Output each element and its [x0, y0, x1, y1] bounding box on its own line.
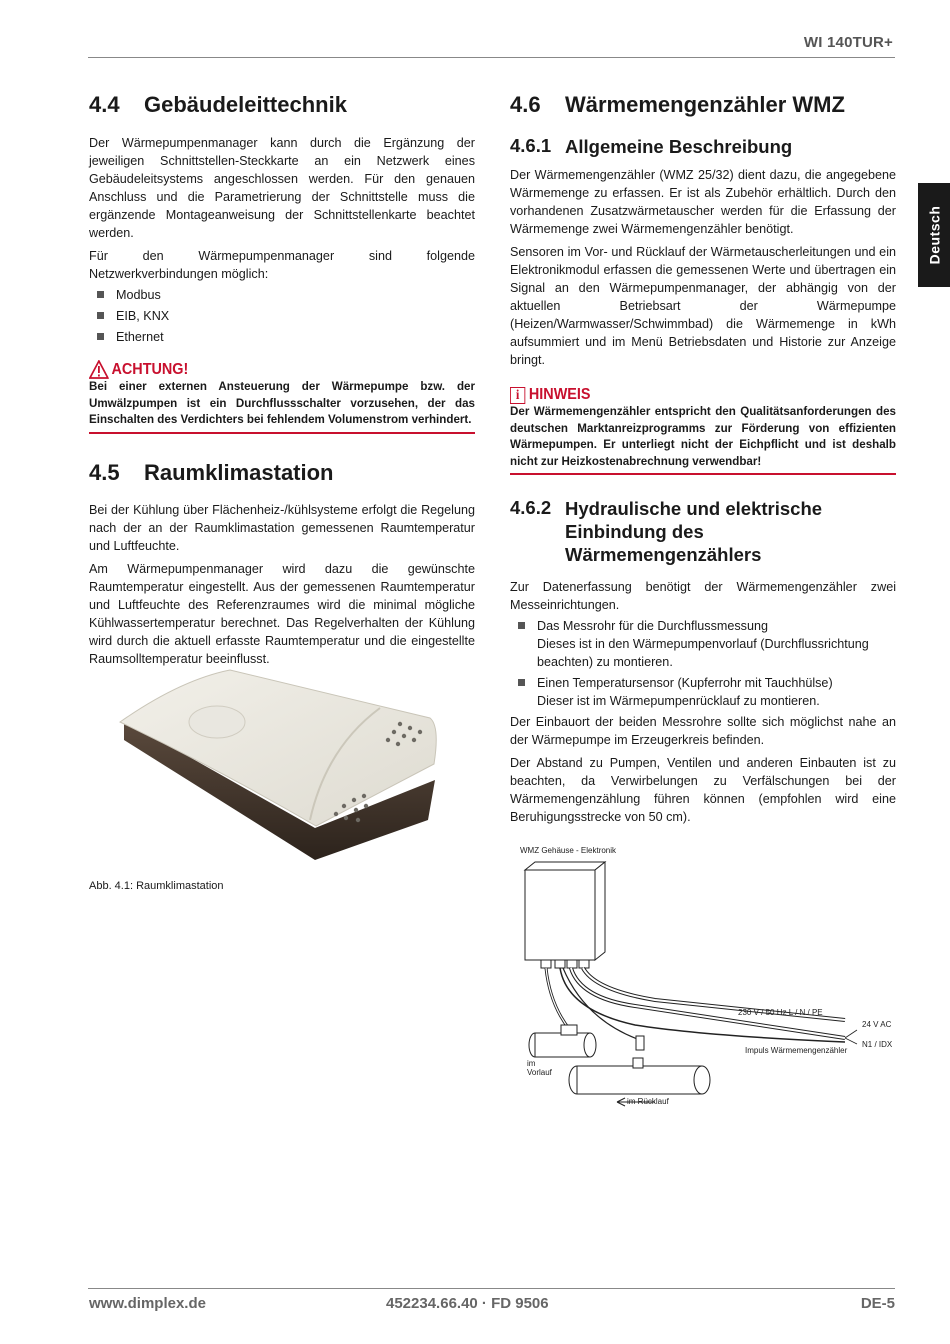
paragraph: Zur Datenerfassung benötigt der Wärmemengenzähler zwei Messeinrichtungen.	[510, 580, 896, 612]
section-number: 4.4	[89, 92, 120, 117]
warning-notice	[89, 360, 475, 434]
section-title: Gebäudeleittechnik	[144, 92, 347, 117]
paragraph: Bei der Kühlung über Flächenheiz-/kühlsysteme erfolgt die Regelung nach der an der Raumklimastation gemessenen Raumtemperatur und Luftfeuchte.	[89, 502, 475, 553]
subsection-number: 4.6.2	[510, 497, 552, 518]
list-item	[510, 617, 896, 671]
footer-rule	[88, 1288, 895, 1289]
warning-triangle-icon	[89, 360, 109, 379]
list-item: Modbus	[89, 286, 475, 304]
list-item-detail: Dieser ist im Wärmepumpenrücklauf zu montieren.	[537, 694, 820, 708]
footer-doc-number: 452234.66.40 · FD 9506	[386, 1295, 549, 1312]
hint-notice	[510, 386, 896, 475]
language-tab	[918, 183, 950, 287]
ac-label: 24 V AC	[862, 1020, 892, 1029]
section-4-4-heading	[89, 92, 475, 118]
hint-heading	[510, 386, 857, 404]
list-item-main: Das Messrohr für die Durchflussmessung	[537, 619, 768, 633]
housing-label: WMZ Gehäuse - Elektronik	[520, 846, 617, 855]
section-number: 4.5	[89, 459, 120, 485]
pulse-label: Impuls Wärmemengenzähler	[745, 1046, 848, 1055]
language-tab-label: Deutsch	[926, 205, 943, 265]
list-item: EIB, KNX	[89, 307, 475, 325]
list-item-main: Einen Temperatursensor (Kupferrohr mit Tauchhülse)	[537, 676, 833, 690]
subsection-4-6-2-heading	[510, 497, 896, 566]
network-list	[89, 286, 475, 346]
list-item-detail: Dieses ist in den Wärmepumpenvorlauf (Durchflussrichtung beachten) zu montieren.	[537, 637, 869, 669]
section-4-5-heading	[89, 460, 475, 486]
list-item	[510, 674, 896, 710]
hint-title: HINWEIS	[528, 386, 591, 403]
room-climate-station-image	[110, 660, 450, 870]
section-number: 4.6	[510, 92, 541, 117]
left-column	[89, 92, 475, 668]
paragraph: Sensoren im Vor- und Rücklauf der Wärmetauscherleitungen und ein Elektronikmodul erfassen die gemessenen Werte und übertragen ein Signal an den Wärmepumpenmanager, der abhängig von der aktuellen Betriebsart der Wärmepumpe (Heizen/Warmwasser/Schwimmbad) die Wärmemenge in kWh aufsummiert und im Menü Betriebsdaten und Historie zur Anzeige bringt.	[510, 245, 896, 367]
footer-website: www.dimplex.de	[89, 1295, 206, 1312]
right-column	[510, 92, 896, 826]
section-title: Raumklimastation	[144, 459, 334, 485]
subsection-title: Allgemeine Beschreibung	[565, 136, 793, 157]
subsection-number: 4.6.1	[510, 135, 552, 156]
measurement-list	[510, 617, 896, 710]
subsection-4-6-1-heading	[510, 135, 896, 158]
warning-text: Bei einer externen Ansteuerung der Wärmepumpe bzw. der Umwälzpumpen ist ein Durchflussschalter vorzusehen, der das Einschalten des Verdichters bei fehlendem Volumenstrom verhindert.	[89, 379, 475, 434]
subsection-title: Hydraulische und elektrische Einbindung des Wärmemengenzählers	[565, 498, 823, 565]
paragraph: Der Einbauort der beiden Messrohre sollte sich möglichst nahe an der Wärmepumpe im Erzeugerkreis befinden.	[510, 715, 896, 747]
section-4-6-heading	[510, 92, 896, 118]
paragraph: Der Wärmepumpenmanager kann durch die Ergänzung der jeweiligen Schnittstellen-Steckkarte an ein Netzwerk eines Gebäudeleitsystems angeschlossen werden. Für den genauen Anschluss und die Parametrierung der Schnittstelle muss die ergänzende Montageanweisung der Schnittstellenkarte beachtet werden.	[89, 136, 475, 240]
info-icon: i	[510, 387, 525, 404]
paragraph: Für den Wärmepumpenmanager sind folgende Netzwerkverbindungen möglich:	[89, 249, 475, 281]
ruecklauf-label: im Rücklauf	[627, 1097, 669, 1106]
power-label: 230 V / 50 Hz L / N / PE	[738, 1008, 823, 1017]
header-rule	[88, 57, 895, 58]
n1-label: N1 / IDX	[862, 1040, 893, 1049]
paragraph: Am Wärmepumpenmanager wird dazu die gewünschte Raumtemperatur eingestellt. Aus der gemessenen Raumtemperatur und Luftfeuchte des Referenzraumes wird die minimal mögliche Kühlwassertemperatur berechnet. Das Regelverhalten der Kühlung wird durch die aktuell erfasste Raumtemperatur und die eingestellte Raumsolltemperatur beeinflusst.	[89, 561, 475, 666]
paragraph: Der Abstand zu Pumpen, Ventilen und anderen Einbauten ist zu beachten, da Verwirbelungen zu Verfälschungen bei der Wärmemengenzählung führen können (empfohlen wird eine Beruhigungsstrecke von 50 cm).	[510, 756, 896, 824]
wmz-wiring-diagram	[505, 840, 905, 1115]
footer-page-number: DE-5	[860, 1295, 895, 1312]
paragraph: Der Wärmemengenzähler (WMZ 25/32) dient dazu, die angegebene Wärmemenge zu erfassen. Er ist als Zubehör erhältlich. Durch den vorhandenen Zusatzwärmetauscher werden für die Erfassung der Wärmemenge zwei Wärmemengenzähler benötigt.	[510, 168, 896, 236]
vorlauf-label-line2: Vorlauf	[527, 1068, 552, 1077]
header-title: WI 140TUR+	[803, 34, 893, 51]
vorlauf-label-line1: im	[527, 1059, 536, 1068]
list-item: Ethernet	[89, 328, 475, 346]
hint-text: Der Wärmemengenzähler entspricht den Qualitätsanforderungen des deutschen Marktanreizprogramms zur Förderung von effizienten Wärmepumpen. Er unterliegt nicht der Eichpflicht und ist deshalb nicht zur Heizkostenabrechnung verwendbar!	[510, 404, 896, 475]
section-title: Wärmemengenzähler WMZ	[565, 92, 845, 117]
figure-caption: Abb. 4.1: Raumklimastation	[89, 880, 224, 892]
warning-heading	[89, 360, 436, 379]
warning-title: ACHTUNG!	[111, 360, 189, 378]
